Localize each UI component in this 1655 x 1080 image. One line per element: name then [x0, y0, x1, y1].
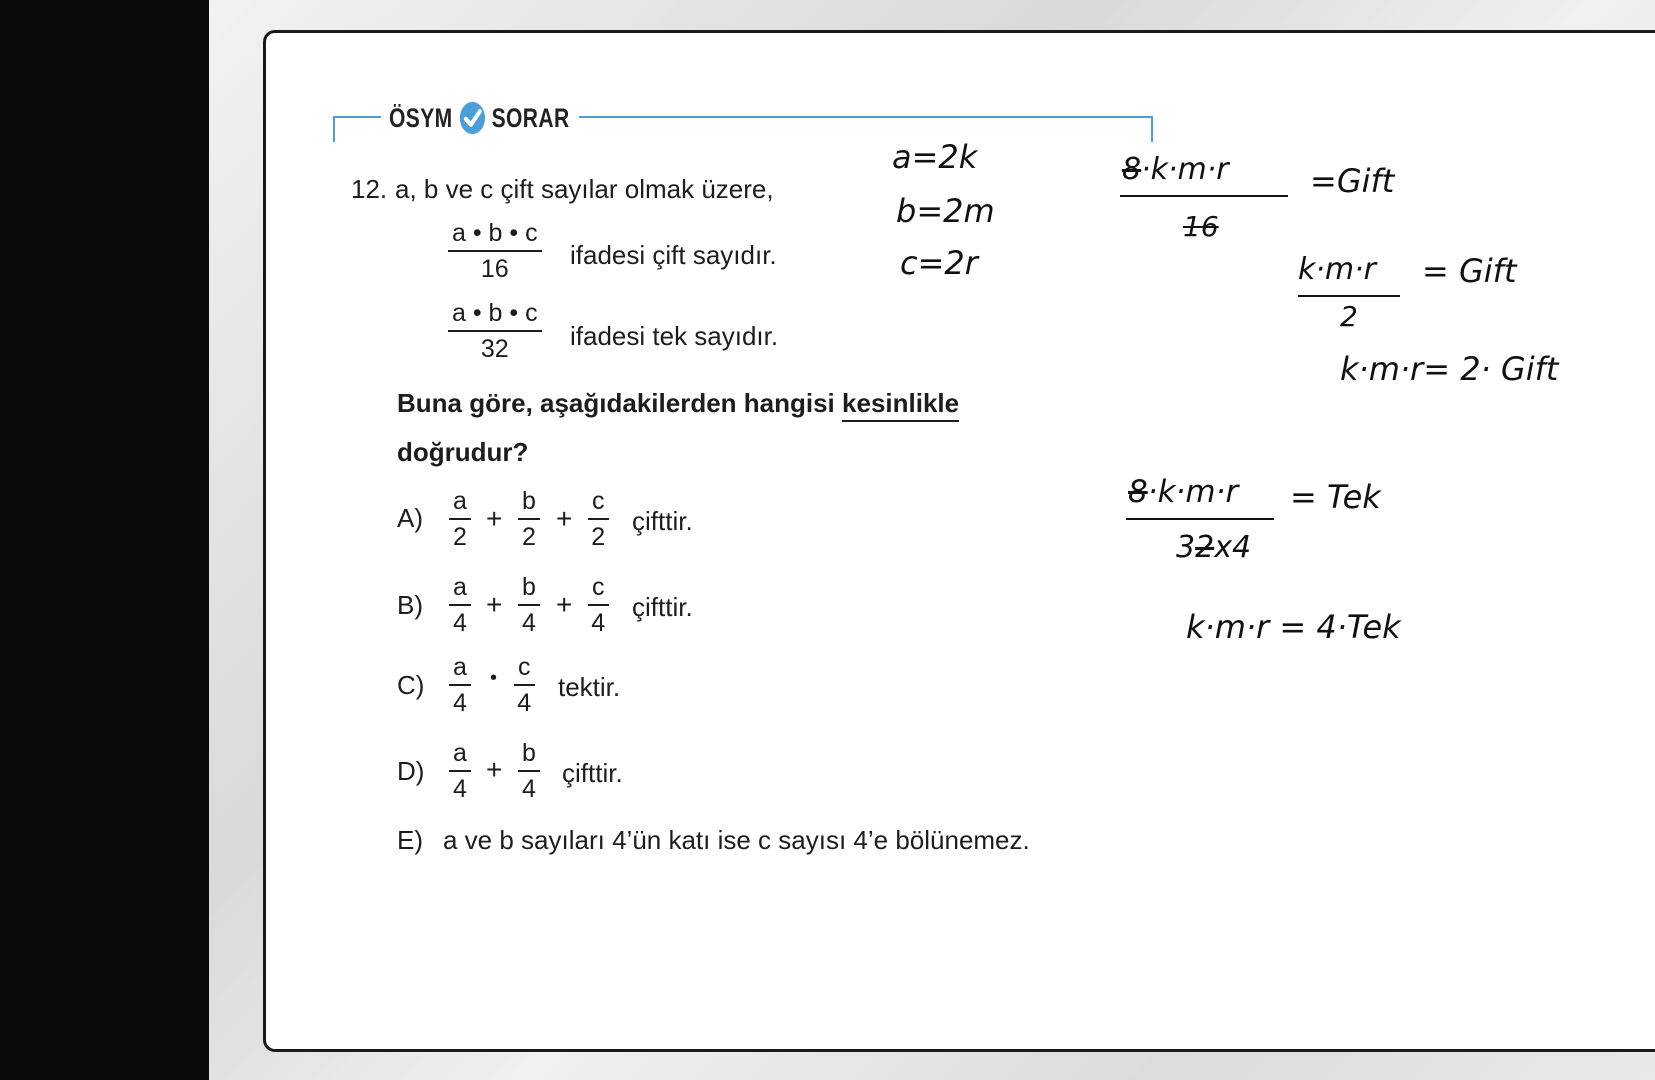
hw-note2-result: = Gift: [1422, 252, 1517, 290]
brand-left-text: ÖSYM: [389, 102, 453, 133]
hw-c-eq: c=2r: [900, 244, 978, 282]
option-b-term1: a 4: [449, 572, 471, 638]
hw-note2-numerator: k·m·r: [1298, 252, 1377, 287]
expr2-denominator: 32: [480, 335, 509, 363]
hw-note1-denominator: 16: [1183, 210, 1219, 243]
option-b-term2: b 4: [518, 572, 540, 638]
option-a-term3: c 2: [588, 486, 609, 552]
option-c-label[interactable]: C): [397, 670, 425, 700]
prompt-line1: Buna göre, aşağıdakilerden hangisi kesinlikle: [397, 388, 959, 419]
option-e-label[interactable]: E): [397, 825, 423, 855]
option-a-text: çifttir.: [632, 506, 693, 536]
option-c-text: tektir.: [558, 672, 621, 702]
brand-rule-left: [333, 116, 381, 118]
expr1-numerator: a • b • c: [452, 219, 538, 247]
question-stem: a, b ve c çift sayılar olmak üzere,: [395, 174, 774, 204]
brand-rule-right-tick: [1151, 116, 1153, 142]
hw-note4-denominator: 32x4: [1176, 530, 1252, 565]
hw-note4-bar: [1126, 518, 1274, 520]
brand-rule-left-tick: [333, 116, 335, 142]
option-a-term2: b 2: [518, 486, 540, 552]
option-b-op1: +: [486, 589, 503, 620]
hw-note4-result: = Tek: [1290, 478, 1381, 516]
hw-note1-bar: [1120, 195, 1288, 197]
option-d-label[interactable]: D): [397, 756, 425, 786]
brand-header: [389, 100, 570, 136]
option-d-term1: a 4: [449, 738, 471, 804]
hw-a-eq: a=2k: [892, 138, 978, 176]
option-c-op: •: [490, 667, 498, 689]
hw-note2-denominator: 2: [1340, 300, 1358, 333]
option-e-text: a ve b sayıları 4’ün katı ise c sayısı 4’e bölünemez.: [443, 825, 1030, 855]
hw-note1-numerator: 8·k·m·r: [1122, 152, 1229, 187]
check-badge-icon: [457, 99, 487, 137]
option-c-term1: a 4: [449, 652, 471, 718]
option-b-label[interactable]: B): [397, 590, 423, 620]
hw-note2-bar: [1298, 295, 1400, 297]
expr2-fraction: [448, 298, 542, 364]
option-b-text: çifttir.: [632, 592, 693, 622]
question-number: 12.: [351, 174, 388, 204]
prompt-line2: doğrudur?: [397, 437, 529, 467]
option-a-op2: +: [556, 503, 573, 534]
expr1-text: ifadesi çift sayıdır.: [570, 240, 777, 270]
option-a-label[interactable]: A): [397, 503, 423, 533]
option-c-term2: c 4: [514, 652, 535, 718]
hw-note5: k·m·r = 4·Tek: [1186, 608, 1401, 646]
option-a-term1: a 2: [449, 486, 471, 552]
brand-right-text: SORAR: [491, 102, 570, 133]
hw-note3: k·m·r= 2· Gift: [1340, 350, 1559, 388]
expr1-denominator: 16: [480, 255, 509, 283]
expr2-text: ifadesi tek sayıdır.: [570, 321, 779, 351]
prompt-emphasis: kesinlikle: [842, 388, 959, 422]
expr2-numerator: a • b • c: [452, 299, 538, 327]
hw-b-eq: b=2m: [896, 192, 995, 230]
expr1-fraction: [448, 218, 542, 284]
option-b-op2: +: [556, 589, 573, 620]
option-d-text: çifttir.: [562, 758, 623, 788]
brand-rule-right: [579, 116, 1153, 118]
hw-note1-result: =Gift: [1310, 162, 1395, 200]
hw-note4-numerator: 8·k·m·r: [1128, 474, 1239, 510]
option-a-op1: +: [486, 503, 503, 534]
option-d-term2: b 4: [518, 738, 540, 804]
option-d-op: +: [486, 754, 503, 785]
option-b-term3: c 4: [588, 572, 609, 638]
